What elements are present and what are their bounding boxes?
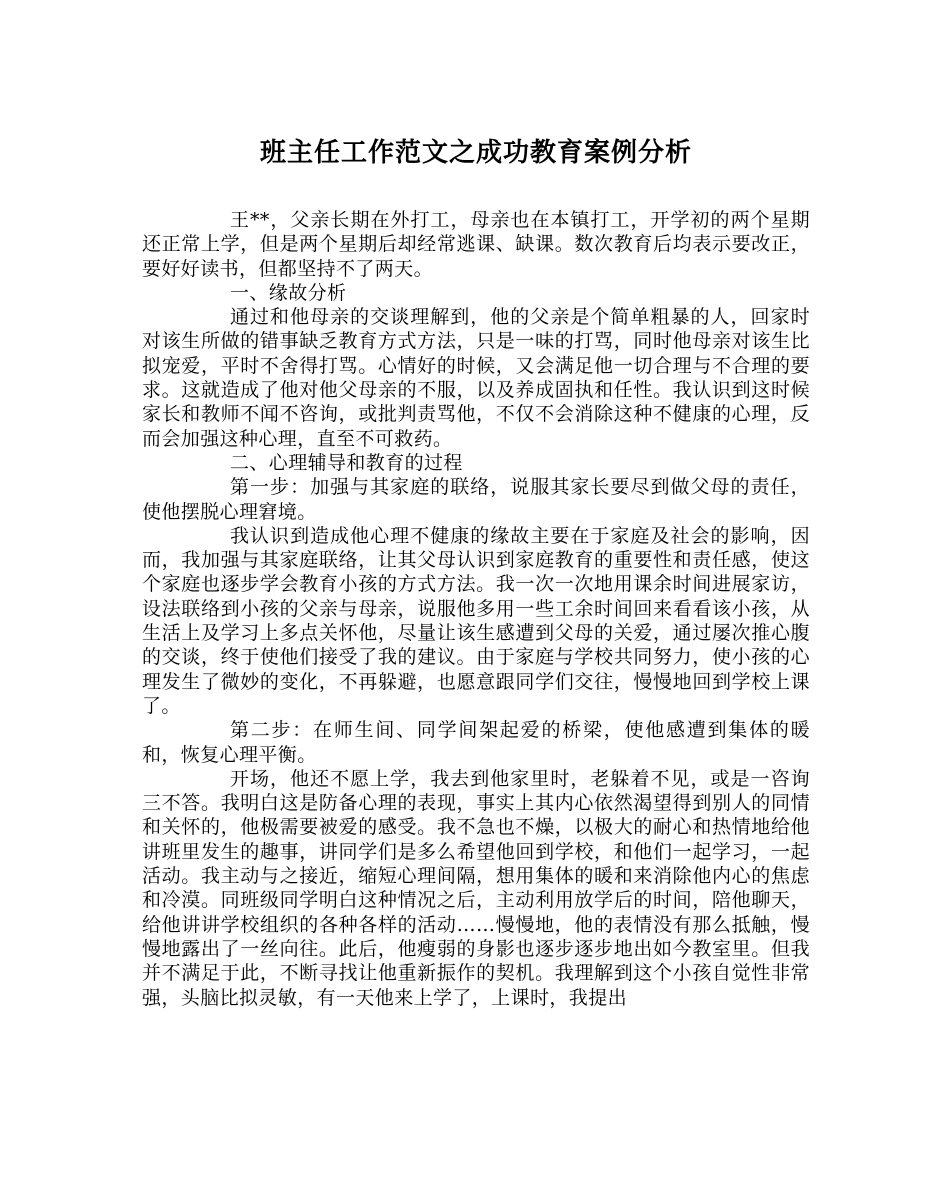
document-title: 班主任工作范文之成功教育案例分析 [259, 138, 692, 168]
paragraph-family-contact: 我认识到造成他心理不健康的缘故主要在于家庭及社会的影响，因而，我加强与其家庭联络，让其父母认识到家庭教育的重要性和责任感，使这个家庭也逐步学会教育小孩的方式方法。我一次一次地用课余时间进展家访，设法联络到小孩的父亲与母亲，说服他多用一些工余时间回来看看该小孩，从生活上及学习上多点关怀他，尽量让该生感遭到父母的关爱，通过屡次推心腹的交谈，终于使他们接受了我的建议。由于家庭与学校共同努力，使小孩的心理发生了微妙的变化，不再躲避，也愿意跟同学们交往，慢慢地回到学校上课了。 [142, 524, 810, 717]
paragraph-intro: 王**，父亲长期在外打工，母亲也在本镇打工，开学初的两个星期还正常上学，但是两个星期后却经常逃课、缺课。数次教育后均表示要改正，要好好读书，但都坚持不了两天。 [142, 209, 810, 280]
paragraph-classroom-return: 开场，他还不愿上学，我去到他家里时，老躲着不见，或是一咨询三不答。我明白这是防备心理的表现，事实上其内心依然渴望得到别人的同情和关怀的，他极需要被爱的感受。我不急也不燥，以极大的耐心和热情地给他讲班里发生的趣事，讲同学们是多么希望他回到学校，和他们一起学习，一起活动。我主动与之接近，缩短心理间隔，想用集体的暖和来消除他内心的焦虑和冷漠。同班级同学明白这种情况之后，主动利用放学后的时间，陪他聊天，给他讲讲学校组织的各种各样的活动……慢慢地，他的表情没有那么抵触，慢慢地露出了一丝向往。此后，他瘦弱的身影也逐步逐步地出如今教室里。但我并不满足于此，不断寻找让他重新振作的契机。我理解到这个小孩自觉性非常强，头脑比拟灵敏，有一天他来上学了，上课时，我提出 [142, 767, 810, 1009]
heading-cause-analysis: 一、缘故分析 [230, 281, 347, 304]
paragraph-step-one: 第一步：加强与其家庭的联络，说服其家长要尽到做父母的责任，使他摆脱心理窘境。 [142, 476, 810, 523]
document-body [142, 208, 810, 1010]
paragraph-step-two: 第二步：在师生间、同学间架起爱的桥梁，使他感遭到集体的暖和，恢复心理平衡。 [142, 719, 810, 766]
heading-counseling-process: 二、心理辅导和教育的过程 [230, 451, 463, 474]
document-page [142, 0, 810, 1010]
paragraph-cause-analysis: 通过和他母亲的交谈理解到，他的父亲是个简单粗暴的人，回家时对该生所做的错事缺乏教育方式方法，只是一味的打骂，同时他母亲对该生比拟宠爱，平时不舍得打骂。心情好的时候，又会满足他一切合理与不合理的要求。这就造成了他对他父母亲的不服，以及养成固执和任性。我认识到这时候家长和教师不闻不咨询，或批判责骂他，不仅不会消除这种不健康的心理，反而会加强这种心理，直至不可救药。 [142, 306, 810, 450]
